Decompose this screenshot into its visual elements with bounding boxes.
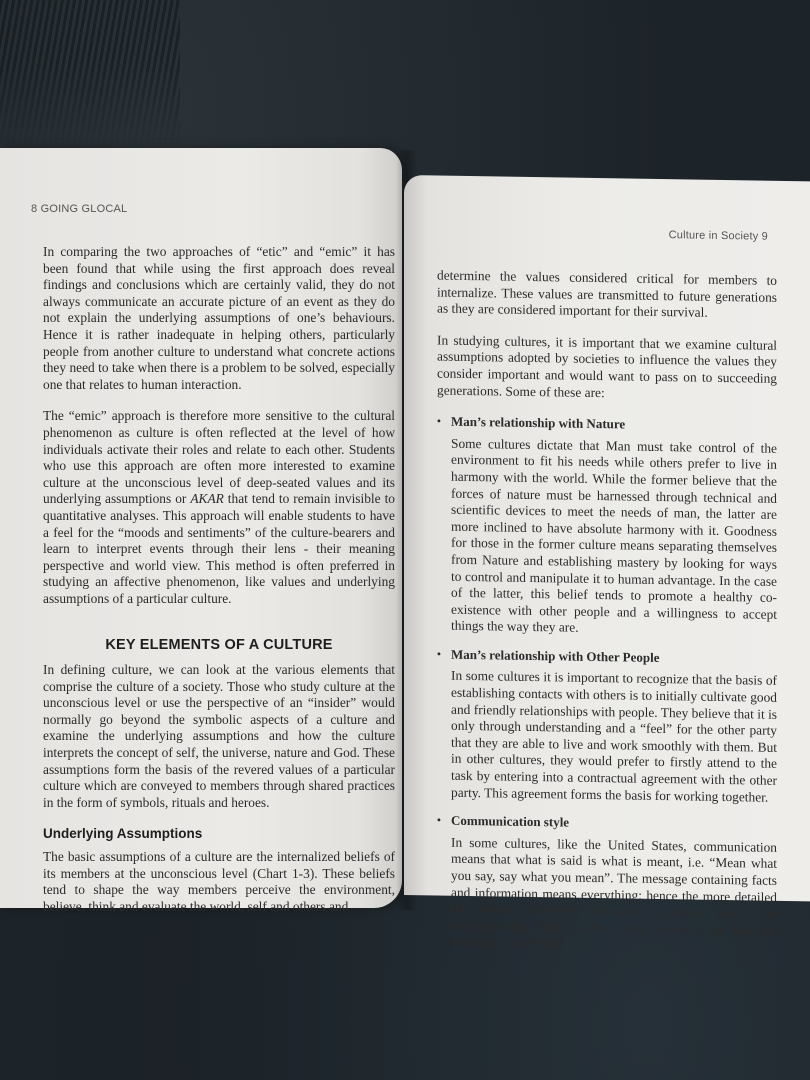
scarf-fringe	[0, 0, 180, 150]
paragraph: In defining culture, we can look at the various elements that comprise the culture of a society. Those who study culture at the unconscious level or use the perspective of an “insider” would normally go beyond the symbolic aspects of a culture and examine the underlying assumptions and how the culture interprets the concept of self, the universe, nature and God. These assumptions form the basis of the revered values of a particular culture which are conveyed to members through shared practices in the form of symbols, rituals and heroes.	[43, 662, 395, 810]
subsection-title: Underlying Assumptions	[43, 826, 203, 842]
paragraph-text: that tend to remain invisible to quantitative analyses. This approach will enable students to have a feel for the “moods and sentiments” of the culture-bearers and learn to interpret events through their lens - their meaning perspective and world view. This method is often preferred in studying an affective phenomenon, like values and underlying assumptions of a particular culture.	[43, 491, 395, 606]
bullet-icon: •	[437, 648, 441, 661]
bullet-heading-text: Man’s relationship with Other People	[451, 646, 660, 665]
bullet-item	[437, 646, 777, 806]
bullet-icon: •	[437, 415, 441, 428]
bullet-icon: •	[437, 814, 441, 827]
bullet-heading-text: Communication style	[451, 812, 570, 830]
paragraph-text: The “emic” approach is therefore more sensitive to the cultural phenomenon as culture is often reflected at the level of how individuals activate their roles and relate to each other. Students who use this approach are often more interested to examine culture at the unconscious level of deep-seated values and its underlying assumptions or	[43, 408, 395, 507]
italic-term: AKAR	[190, 491, 224, 507]
right-page	[404, 175, 810, 951]
bullet-item	[437, 414, 777, 640]
bullet-heading-text: Man’s relationship with Nature	[451, 413, 626, 432]
section-title: KEY ELEMENTS OF A CULTURE	[105, 637, 333, 654]
paragraph: In studying cultures, it is important that we examine cultural assumptions adopted by societies to influence the values they consider important and would want to pass on to succeeding generations. Some of these are:	[437, 332, 777, 400]
left-page	[0, 148, 402, 914]
running-head-right: Culture in Society 9	[668, 229, 768, 243]
bullet-heading	[437, 646, 777, 668]
paragraph: The basic assumptions of a culture are the internalized beliefs of its members at the unconscious level (Chart 1-3). These beliefs tend to shape the way members perceive the environment, believe, think and evaluate the world, self and others and	[43, 849, 395, 914]
running-head-left: 8 GOING GLOCAL	[31, 203, 128, 215]
bullet-body: In some cultures it is important to recognize that the basis of establishing contacts with others is to initially cultivate good and friendly relationships with people. They believe that it is only through understanding and a “feel” for the other party that they are able to live and work smoothly with them. But in other cultures, they would prefer to firstly attend to the task by entering into a contractual agreement with the other party. This agreement forms the basis for working together.	[451, 668, 777, 805]
bullet-item	[437, 813, 777, 956]
right-page-body	[437, 268, 777, 968]
bullet-body: In some cultures, like the United States, communication means that what is said is what is meant, i.e. “Mean what you say, say what you mean”. The message containing facts and information means everything; hence the more detailed the better. However, in other cultures which are homogeneous, there is also a need to focus on how the message is conveyed	[451, 834, 777, 951]
bullet-heading	[437, 414, 777, 436]
bullet-body: Some cultures dictate that Man must take control of the environment to fit his needs while others prefer to live in harmony with the world. While the former believe that the forces of nature must be harnessed through technical and scientific devices to meet the needs of man, the latter are more inclined to have absolute harmony with it. Goodness for those in the former culture means separating themselves from Nature and establishing mastery by looking for ways to control and manipulate it to human advantage. In the case of the latter, this belief tends to promote a healthy co-existence with other people and a willingness to accept things the way they are.	[451, 435, 777, 636]
paragraph: In comparing the two approaches of “etic” and “emic” it has been found that while using the first approach does reveal findings and conclusions which are certainly valid, they do not always communicate an accurate picture of an event as they do not explain the underlying assumptions of one’s behaviours. Hence it is rather inadequate in helping others, particularly people from another culture to understand what concrete actions they need to take when there is a problem to be solved, especially one that relates to human interaction.	[43, 244, 395, 392]
paragraph	[43, 408, 395, 607]
bullet-heading	[437, 813, 777, 835]
left-page-body	[43, 244, 395, 930]
paragraph: determine the values considered critical for members to internalize. These values are transmitted to future generations as they are considered important for their survival.	[437, 267, 777, 320]
